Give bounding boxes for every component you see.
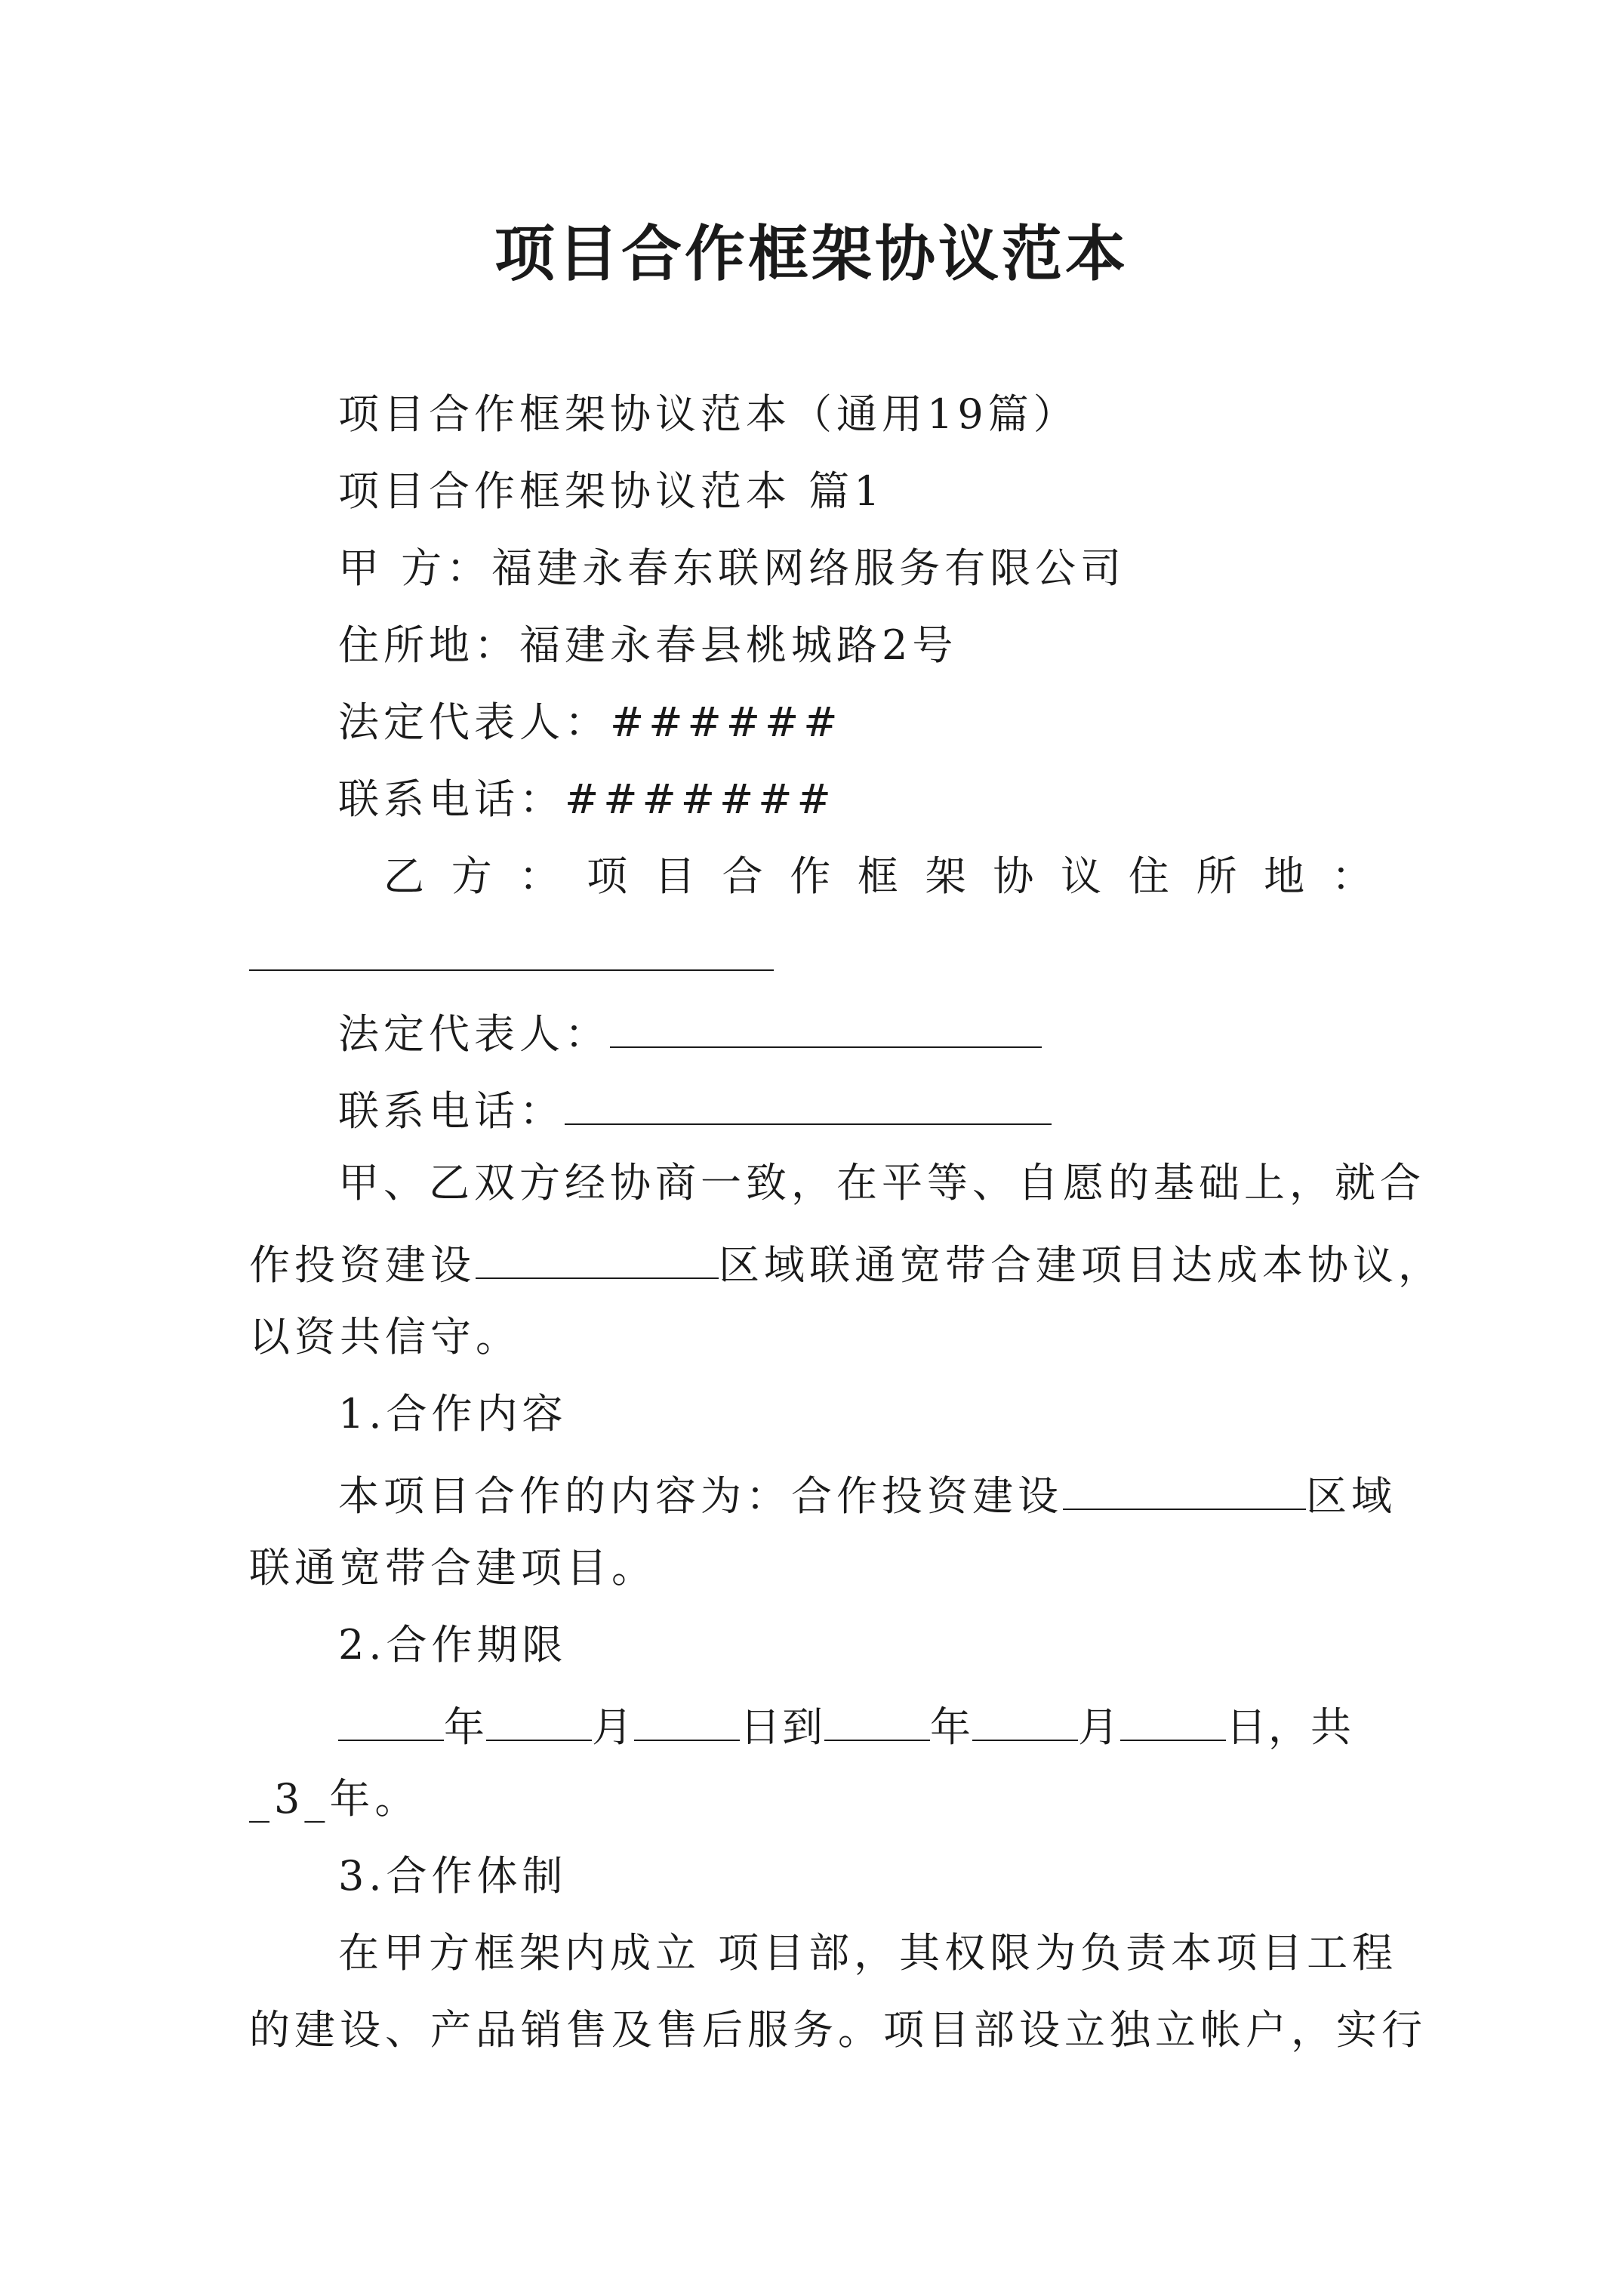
- party-b-char: 目: [654, 852, 695, 900]
- day-end-label: 日，共: [1226, 1703, 1353, 1751]
- party-b-char: ：: [519, 852, 560, 900]
- section-3-heading: 3.合作体制: [338, 1852, 568, 1900]
- section-1-line-1-end: 区域: [1306, 1472, 1397, 1520]
- month-label: 月: [592, 1703, 634, 1751]
- intro-line-2-start: 作投资建设: [249, 1241, 476, 1289]
- party-b-char: 住: [1128, 852, 1169, 900]
- phone-b: [338, 1086, 1052, 1135]
- section-2-heading: 2.合作期限: [338, 1621, 568, 1669]
- start-year-blank: [338, 1702, 444, 1741]
- subtitle: 项目合作框架协议范本（通用19篇）: [338, 390, 1079, 438]
- representative-b-blank: [610, 1009, 1042, 1048]
- party-b-char: 作: [790, 852, 831, 900]
- year-label: 年: [930, 1703, 972, 1751]
- end-year-blank: [824, 1702, 930, 1741]
- address-a: 住所地：福建永春县桃城路2号: [338, 621, 958, 669]
- start-day-blank: [634, 1702, 740, 1741]
- party-b-char: 框: [857, 852, 898, 900]
- phone-b-blank: [565, 1086, 1052, 1125]
- party-b-char: 架: [925, 852, 966, 900]
- representative-b: [338, 1009, 1042, 1058]
- month-label: 月: [1078, 1703, 1120, 1751]
- end-day-blank: [1120, 1702, 1226, 1741]
- party-a: 甲 方：福建永春东联网络服务有限公司: [338, 544, 1126, 592]
- party-b-char: 方: [451, 852, 492, 900]
- section-1-line-1: [338, 1471, 1397, 1520]
- section-1-line-1-start: 本项目合作的内容为：合作投资建设: [338, 1472, 1063, 1520]
- party-b-char: 地: [1264, 852, 1305, 900]
- section-1-heading: 1.合作内容: [338, 1390, 568, 1438]
- phone-b-label: 联系电话：: [338, 1087, 565, 1135]
- phone-a: 联系电话：#######: [338, 775, 836, 823]
- intro-line-3: 以资共信守。: [249, 1313, 521, 1361]
- party-b-char: 乙: [383, 852, 424, 900]
- document-title: 项目合作框架协议范本: [494, 218, 1129, 289]
- intro-line-2: [249, 1240, 1443, 1289]
- party-b-line: [383, 852, 1372, 900]
- section-2-line-2: _3_年。: [249, 1775, 420, 1823]
- representative-a: 法定代表人：######: [338, 698, 842, 746]
- end-month-blank: [972, 1702, 1078, 1741]
- day-to-label: 日到: [740, 1703, 824, 1751]
- start-month-blank: [486, 1702, 592, 1741]
- party-b-address-blank: [249, 969, 774, 971]
- party-b-char: 项: [587, 852, 628, 900]
- party-b-char: 协: [993, 852, 1034, 900]
- representative-b-label: 法定代表人：: [338, 1010, 610, 1058]
- intro-line-2-end: 区域联通宽带合建项目达成本协议，: [719, 1241, 1443, 1289]
- party-b-char: 所: [1196, 852, 1237, 900]
- section-1-line-2: 联通宽带合建项目。: [249, 1544, 657, 1592]
- year-label: 年: [444, 1703, 486, 1751]
- party-b-char: 议: [1061, 852, 1102, 900]
- intro-line-1: 甲、乙双方经协商一致，在平等、自愿的基础上，就合: [338, 1159, 1425, 1207]
- party-b-char: 合: [722, 852, 763, 900]
- section-3-line-2: 的建设、产品销售及售后服务。项目部设立独立帐户，实行: [249, 2006, 1427, 2054]
- party-b-char: ：: [1331, 852, 1372, 900]
- part-heading: 项目合作框架协议范本 篇1: [338, 467, 885, 515]
- region-blank: [1063, 1471, 1306, 1510]
- region-blank: [476, 1240, 719, 1279]
- section-2-dates: [338, 1702, 1353, 1751]
- section-3-line-1: 在甲方框架内成立 项目部，其权限为负责本项目工程: [338, 1929, 1398, 1977]
